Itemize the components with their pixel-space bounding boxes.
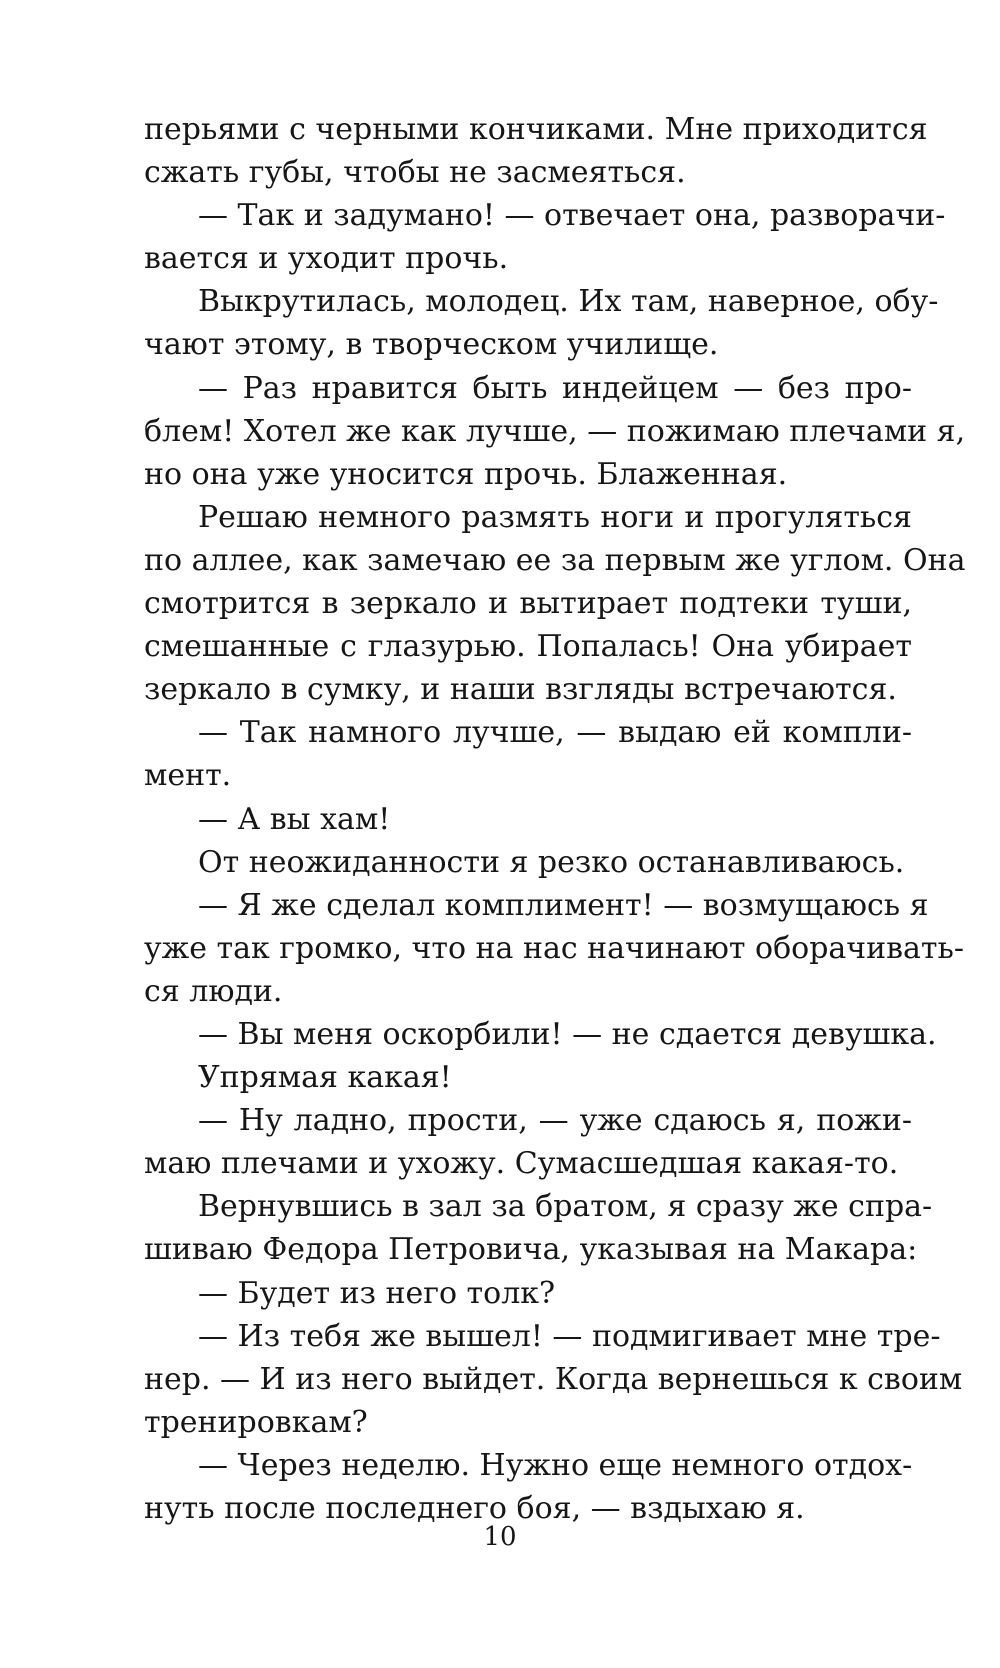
text-line: Выкрутилась, молодец. Их там, наверное, обу-: [198, 284, 939, 320]
text-line: вается и уходит прочь.: [144, 241, 509, 277]
text-line: Решаю немного размять ноги и прогуляться: [198, 499, 912, 535]
text-line: смешанные с глазурью. Попалась! Она убирает: [144, 629, 912, 665]
text-line: — Так намного лучше, — выдаю ей компли-: [198, 715, 912, 751]
text-line: — Так и задумано! — отвечает она, разворачи-: [198, 198, 946, 234]
text-line: — Будет из него толк?: [198, 1275, 556, 1311]
text-line: перьями с черными кончиками. Мне приходится: [144, 112, 928, 147]
text-line: смотрится в зеркало и вытирает подтеки туши,: [144, 586, 912, 622]
text-line: чают этому, в творческом училище.: [144, 327, 719, 363]
text-line: Вернувшись в зал за братом, я сразу же спра-: [198, 1189, 933, 1225]
text-line: тренировкам?: [144, 1404, 368, 1440]
text-line: маю плечами и ухожу. Сумасшедшая какая-то.: [144, 1146, 899, 1182]
text-line: От неожиданности я резко останавливаюсь.: [198, 844, 905, 880]
text-line: сжать губы, чтобы не засмеяться.: [144, 155, 686, 191]
text-line: — Через неделю. Нужно еще немного отдох-: [198, 1447, 913, 1483]
page-number: 10: [483, 1522, 517, 1552]
text-line: — А вы хам!: [198, 801, 391, 837]
text-line: шиваю Федора Петровича, указывая на Макара:: [144, 1232, 918, 1268]
text-line: по аллее, как замечаю ее за первым же углом. Она: [144, 542, 966, 578]
text-line: уже так громко, что на нас начинают оборачивать-: [144, 930, 964, 966]
text-line: — Ну ладно, прости, — уже сдаюсь я, пожи-: [198, 1103, 912, 1139]
text-line: — Из тебя же вышел! — подмигивает мне тре-: [198, 1318, 941, 1354]
text-line: но она уже уносится прочь. Блаженная.: [144, 456, 788, 492]
text-line: мент.: [144, 758, 232, 794]
text-line: — Раз нравится быть индейцем — без про-: [198, 370, 912, 406]
text-line: нер. — И из него выйдет. Когда вернешься к своим: [144, 1361, 963, 1397]
text-line: блем! Хотел же как лучше, — пожимаю плечами я,: [144, 413, 966, 449]
text-line: — Вы меня оскорбили! — не сдается девушка.: [198, 1016, 937, 1052]
text-line: нуть после последнего боя, — вздыхаю я.: [144, 1491, 805, 1526]
page-body-text: [144, 108, 966, 1530]
text-line: ся люди.: [144, 973, 283, 1009]
text-line: — Я же сделал комплимент! — возмущаюсь я: [198, 887, 929, 923]
text-line: Упрямая какая!: [198, 1060, 452, 1096]
text-line: зеркало в сумку, и наши взгляды встречаются.: [144, 672, 897, 708]
